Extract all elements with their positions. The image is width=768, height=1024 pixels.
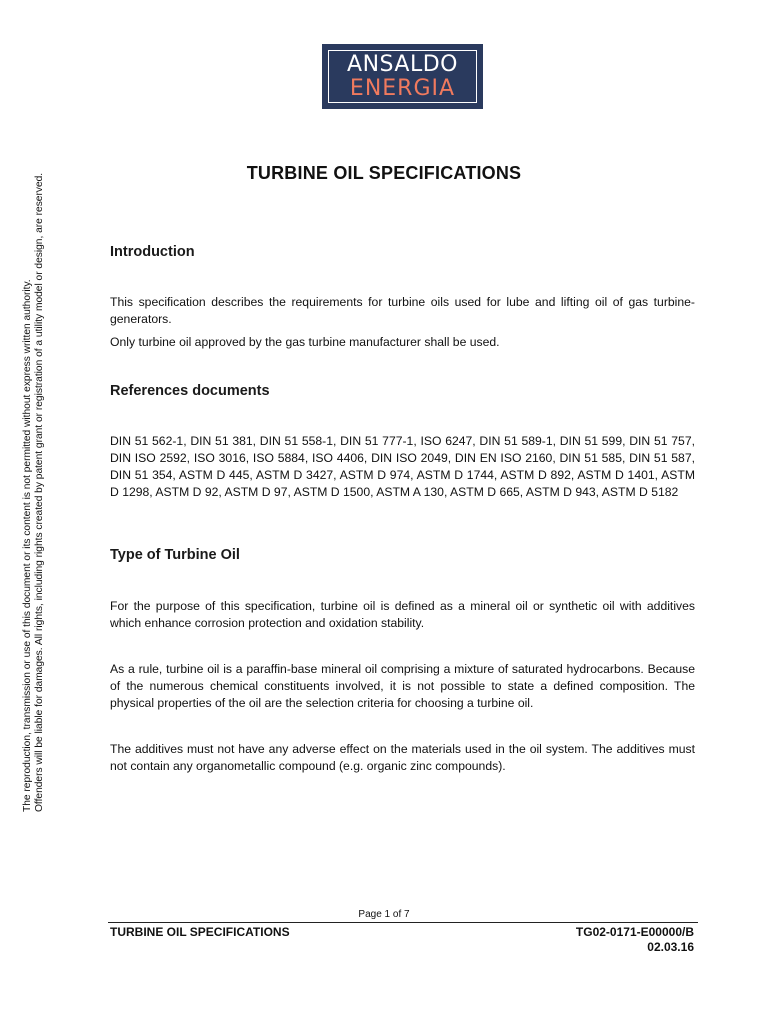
intro-paragraph-2: Only turbine oil approved by the gas turbine manufacturer shall be used. — [110, 335, 500, 349]
type-paragraph-3: The additives must not have any adverse effect on the materials used in the oil system. The additives must not contain any organometallic compound (e.g. organic zinc compounds). — [110, 742, 695, 773]
footer-doc-title: TURBINE OIL SPECIFICATIONS — [110, 925, 290, 939]
footer-divider — [108, 922, 698, 923]
footer-doc-info — [576, 925, 694, 955]
footer-doc-code: TG02-0171-E00000/B — [575, 925, 694, 939]
copyright-line-2: Offenders will be liable for damages. All rights, including rights created by patent grant or registration of a utility model or design, are reserved. — [34, 172, 45, 812]
document-title: TURBINE OIL SPECIFICATIONS — [246, 163, 522, 183]
heading-introduction: Introduction — [110, 244, 195, 260]
references-list: DIN 51 562-1, DIN 51 381, DIN 51 558-1, DIN 51 777-1, ISO 6247, DIN 51 589-1, DIN 51 599, DIN 51 757, DIN ISO 2592, ISO 3016, ISO 5884, ISO 4406, DIN ISO 2049, DIN EN ISO 2160, DIN 51 585, DIN 51 587, DIN 51 354, ASTM D 445, ASTM D 3427, ASTM D 974, ASTM D 1744, ASTM D 892, ASTM D 1401, ASTM D 1298, ASTM D 92, ASTM D 97, ASTM D 1500, ASTM A 130, ASTM D 665, ASTM D 943, ASTM D 5182 — [110, 434, 695, 499]
page-number: Page 1 of 7 — [358, 909, 410, 920]
copyright-notice — [22, 122, 46, 812]
heading-references: References documents — [110, 383, 270, 399]
footer-date: 02.03.16 — [647, 940, 694, 954]
type-paragraph-1: For the purpose of this specification, turbine oil is defined as a mineral oil or synthetic oil with additives which enhance corrosion protection and oxidation stability. — [110, 599, 695, 630]
copyright-line-1: The reproduction, transmission or use of this document or its content is not permitted without express written authority. — [22, 279, 33, 812]
type-paragraph-2: As a rule, turbine oil is a paraffin-base mineral oil comprising a mixture of saturated hydrocarbons. Because of the numerous chemical constituents involved, it is not possible to state a defined composition. The physical properties of the oil are the selection criteria for choosing a turbine oil. — [110, 662, 695, 710]
logo-text-energia: ENERGIA — [349, 75, 456, 101]
intro-paragraph-1: This specification describes the requirements for turbine oils used for lube and lifting oil of gas turbine-generators. — [110, 295, 695, 326]
company-logo — [322, 44, 483, 109]
heading-type-of-turbine-oil: Type of Turbine Oil — [110, 547, 240, 563]
logo-text-ansaldo: ANSALDO — [347, 51, 458, 77]
